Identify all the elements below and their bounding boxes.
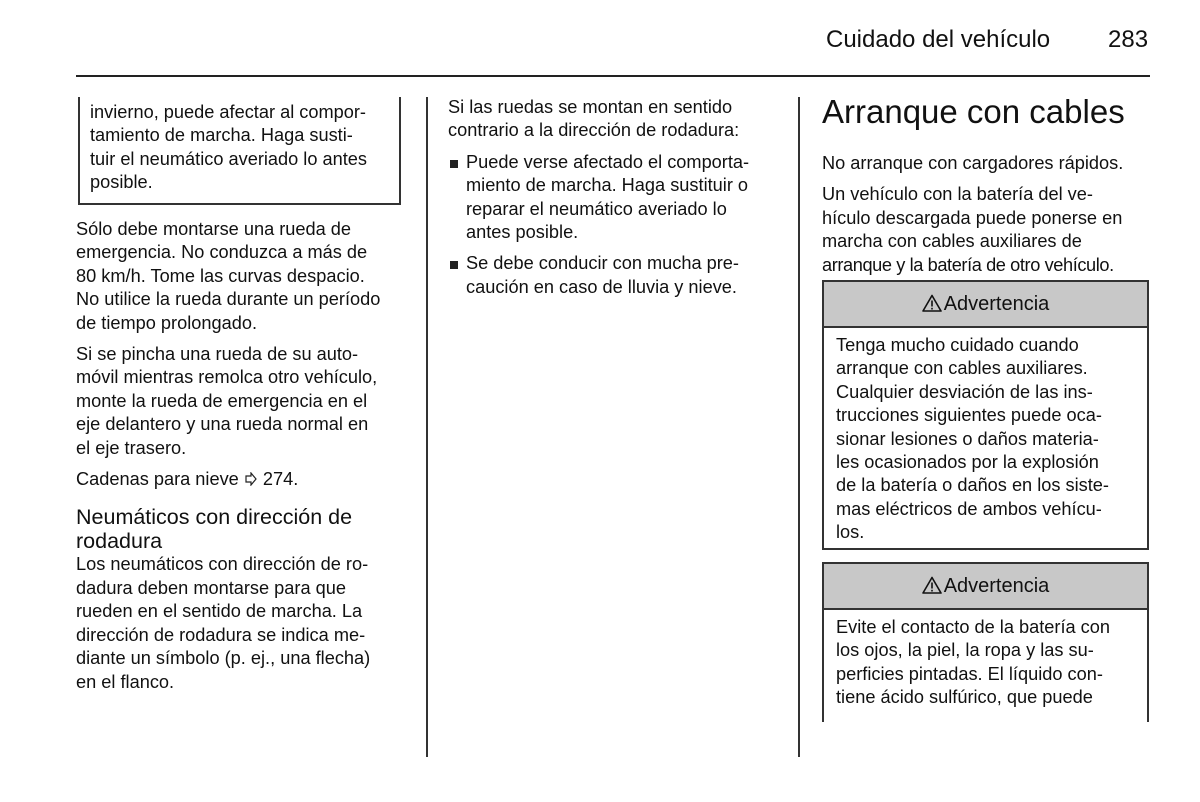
section-title-jump-start: Arranque con cables: [822, 93, 1125, 130]
paragraph-snow-chains: [76, 468, 416, 491]
text-line: Cualquier desviación de las ins-: [836, 381, 1093, 402]
text-line: emergencia. No conduzca a más de: [76, 242, 368, 263]
column-1: [76, 218, 416, 702]
warning-triangle-icon: [922, 576, 942, 594]
text-line: caución en caso de lluvia y nieve.: [466, 276, 737, 297]
text-line: 80 km/h. Tome las curvas despacio.: [76, 265, 365, 286]
text-line: Si las ruedas se montan en sentido: [448, 97, 733, 117]
snow-chains-text: Cadenas para nieve: [76, 469, 239, 490]
text-line: el eje trasero.: [76, 437, 187, 458]
page-reference-arrow-icon: [244, 472, 258, 486]
text-line: marcha con cables auxiliares de: [822, 231, 1082, 252]
text-line: No arranque con cargadores rápidos.: [822, 153, 1124, 173]
text-line: en el flanco.: [76, 671, 175, 692]
text-line: diante un símbolo (p. ej., una flecha): [76, 648, 371, 669]
paragraph-jump-start-intro: [822, 183, 1162, 277]
page-number: 283: [1108, 26, 1149, 53]
text-line: Sólo debe montarse una rueda de: [76, 219, 352, 239]
warning-box-2: [822, 562, 1149, 722]
snow-chains-page-link[interactable]: 274.: [262, 469, 299, 490]
text-line: rueden en el sentido de marcha. La: [76, 601, 363, 622]
column-divider-1: [426, 97, 428, 757]
text-line: dadura deben montarse para que: [76, 577, 346, 598]
text-line: Evite el contacto de la batería con: [836, 617, 1110, 637]
text-line: mas eléctricos de ambos vehícu-: [836, 498, 1102, 519]
bullet-square-icon: [450, 261, 458, 269]
text-line: eje delantero y una rueda normal en: [76, 414, 369, 435]
text-line: antes posible.: [466, 222, 579, 243]
section-heading-directional-tyres: [76, 505, 416, 553]
text-line: tiene ácido sulfúrico, que puede: [836, 687, 1093, 708]
warning-title: Advertencia: [943, 293, 1050, 315]
paragraph-directional-tyres: [76, 553, 416, 693]
text-line: de tiempo prolongado.: [76, 312, 257, 333]
column-3: [822, 152, 1162, 285]
warning-triangle-icon: [922, 294, 942, 312]
continued-note-box: [78, 97, 401, 205]
note-text: [90, 101, 367, 195]
column-divider-2: [798, 97, 800, 757]
heading-line: Neumáticos con dirección de: [76, 505, 353, 530]
warning-header: [824, 564, 1147, 610]
text-line: invierno, puede afectar al compor-: [90, 102, 366, 122]
warning-title: Advertencia: [943, 575, 1050, 597]
text-line: Un vehículo con la batería del ve-: [822, 184, 1093, 205]
text-line: tamiento de marcha. Haga susti-: [90, 125, 353, 146]
text-line: Se debe conducir con mucha pre-: [466, 253, 739, 274]
text-line: Los neumáticos con dirección de ro-: [76, 554, 369, 575]
text-line: Si se pincha una rueda de su auto-: [76, 344, 359, 365]
text-line: les ocasionados por la explosión: [836, 452, 1099, 473]
text-line: sionar lesiones o daños materia-: [836, 428, 1099, 449]
text-line: hículo descargada puede ponerse en: [822, 207, 1123, 228]
column-2: [448, 96, 788, 307]
text-line: miento de marcha. Haga sustituir o: [466, 175, 749, 196]
bullet-square-icon: [450, 160, 458, 168]
text-line: No utilice la rueda durante un período: [76, 289, 381, 310]
warning-text: [824, 328, 1147, 545]
text-line: arranque con cables auxiliares.: [836, 358, 1088, 379]
warning-text: [824, 610, 1147, 710]
text-line: posible.: [90, 172, 153, 193]
bullet-item: [448, 252, 788, 299]
text-line: los ojos, la piel, la ropa y las su-: [836, 640, 1094, 661]
text-line: de la batería o daños en los siste-: [836, 475, 1109, 496]
text-line: trucciones siguientes puede oca-: [836, 405, 1102, 426]
text-line: contrario a la dirección de rodadura:: [448, 120, 740, 141]
paragraph-towing: [76, 343, 416, 460]
text-line: perficies pintadas. El líquido con-: [836, 663, 1103, 684]
text-line: móvil mientras remolca otro vehículo,: [76, 367, 378, 388]
paragraph-wrong-direction: [448, 96, 788, 143]
paragraph-spare-wheel: [76, 218, 416, 335]
bullet-item: [448, 151, 788, 245]
text-line: Puede verse afectado el comporta-: [466, 151, 750, 172]
warning-header: [824, 282, 1147, 328]
text-line: dirección de rodadura se indica me-: [76, 624, 366, 645]
text-line: tuir el neumático averiado lo antes: [90, 148, 368, 169]
heading-line: rodadura: [76, 529, 163, 554]
text-line: Tenga mucho cuidado cuando: [836, 335, 1079, 355]
text-line: monte la rueda de emergencia en el: [76, 390, 368, 411]
paragraph-no-fast-chargers: [822, 152, 1162, 175]
warning-box-1: [822, 280, 1149, 550]
header-rule: [76, 75, 1150, 77]
running-header-title: Cuidado del vehículo: [826, 26, 1051, 53]
text-line: arranque y la batería de otro vehículo.: [822, 254, 1114, 275]
text-line: reparar el neumático averiado lo: [466, 198, 727, 219]
text-line: los.: [836, 522, 865, 543]
